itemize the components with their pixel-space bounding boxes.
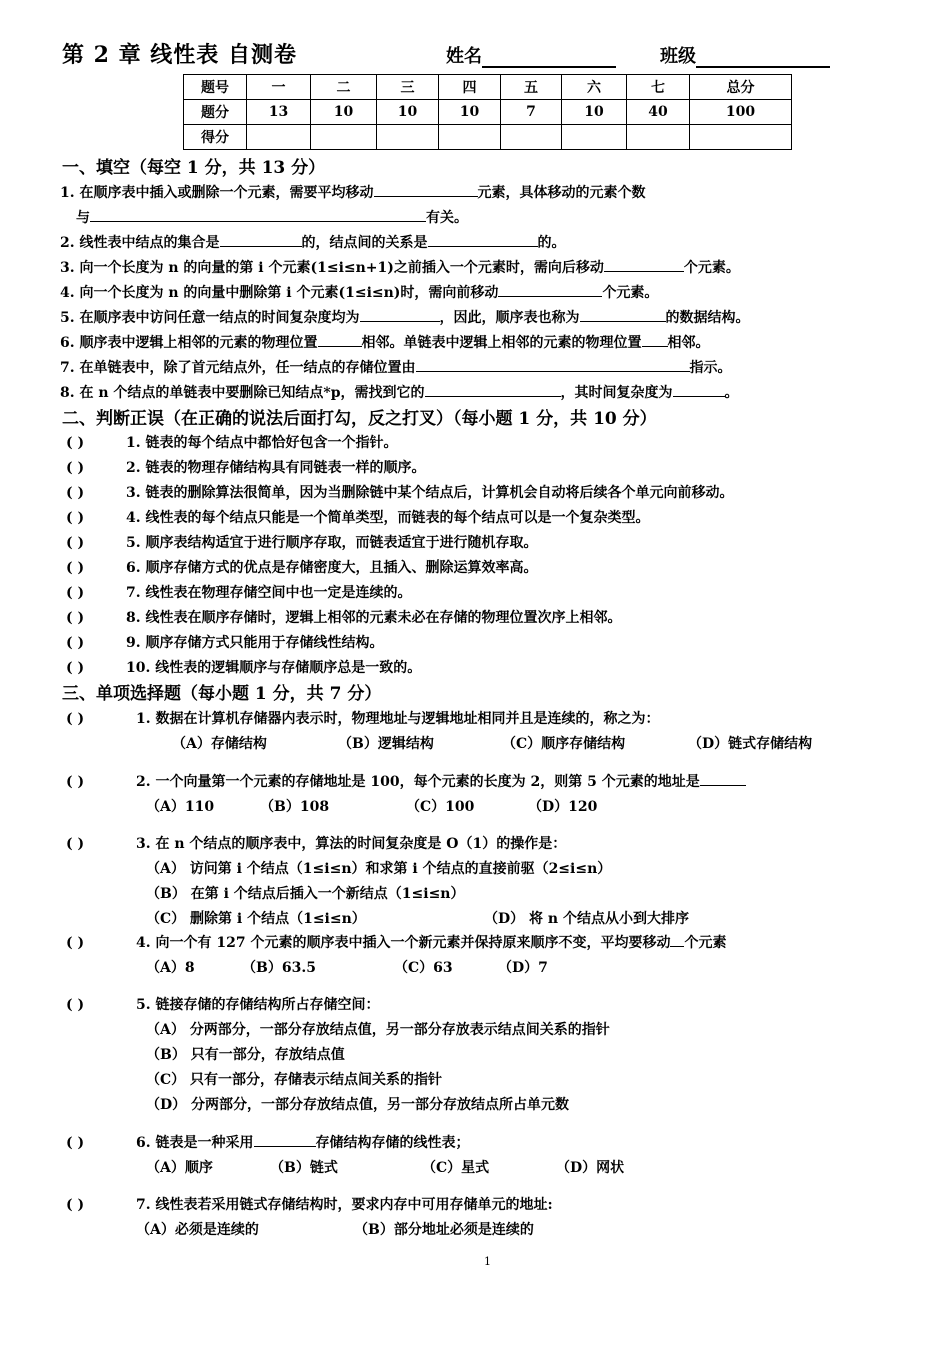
blank[interactable] [90,207,426,222]
score-table-score-row [184,125,792,150]
blank[interactable] [374,182,478,197]
answer-paren[interactable]: ( ) [66,836,85,852]
cell: 题分 [184,100,247,125]
section-1-heading: 一、填空（每空 1 分，共 13 分） [62,158,326,178]
judge-item: ( ) 1. 链表的每个结点中都恰好包含一个指针。 [66,435,398,451]
score-cell[interactable] [377,125,439,150]
option[interactable]: （C） 只有一部分，存储表示结点间关系的指针 [146,1072,443,1088]
option[interactable]: （A） 分两部分，一部分存放结点值，另一部分存放表示结点间关系的指针 [146,1022,610,1038]
blank[interactable] [580,307,666,322]
choice-q3: ( ) 3. 在 n 个结点的顺序表中，算法的时间复杂度是 O（1）的操作是： [66,836,567,852]
fill-q1-cont: 与 有关。 [76,207,468,227]
choice-q7: ( ) 7. 线性表若采用链式存储结构时，要求内存中可用存储单元的地址: [66,1197,553,1213]
name-field[interactable] [482,48,616,68]
section-3-heading: 三、单项选择题（每小题 1 分，共 7 分） [62,684,382,704]
option[interactable]: （B）链式 [270,1160,338,1176]
judge-item: ( ) 9. 顺序存储方式只能用于存储线性结构。 [66,635,384,651]
score-cell[interactable] [501,125,562,150]
answer-paren[interactable]: ( ) [66,660,85,676]
choice-q2: ( ) 2. 一个向量第一个元素的存储地址是 100，每个元素的长度为 2，则第 5 个元素的地址是 [66,771,746,791]
option[interactable]: （B）108 [260,799,330,815]
fill-q3: 3. 向一个长度为 n 的向量的第 i 个元素(1≤i≤n+1)之前插入一个元素时，需向后移动 个元素。 [60,257,740,277]
score-cell[interactable] [690,125,792,150]
judge-item: ( ) 10. 线性表的逻辑顺序与存储顺序总是一致的。 [66,660,422,676]
option[interactable]: （A）110 [146,799,215,815]
option[interactable]: （D）120 [528,799,598,815]
option[interactable]: （C）星式 [422,1160,490,1176]
cell: 六 [562,75,627,100]
class-label-row [660,42,830,68]
answer-paren[interactable]: ( ) [66,485,85,501]
cell: 10 [377,100,439,125]
cell: 40 [627,100,690,125]
class-field[interactable] [696,48,830,68]
option[interactable]: （D）链式存储结构 [688,736,813,752]
blank[interactable] [360,307,440,322]
cell: 二 [311,75,377,100]
choice-q4: ( ) 4. 向一个有 127 个元素的顺序表中插入一个新元素并保持原来顺序不变，平均要移动 个元素 [66,932,726,952]
option[interactable]: （D）网状 [556,1160,625,1176]
answer-paren[interactable]: ( ) [66,535,85,551]
option[interactable]: （B）逻辑结构 [338,736,434,752]
cell: 13 [247,100,311,125]
answer-paren[interactable]: ( ) [66,935,85,951]
answer-paren[interactable]: ( ) [66,435,85,451]
class-label: 班级 [660,46,696,67]
option[interactable]: （D） 分两部分，一部分存放结点值，另一部分存放结点所占单元数 [146,1097,570,1113]
score-cell[interactable] [247,125,311,150]
blank[interactable] [498,282,602,297]
cell: 三 [377,75,439,100]
name-label-row [446,42,616,68]
page-number: 1 [484,1255,491,1268]
fill-q5: 5. 在顺序表中访问任意一结点的时间复杂度均为 ，因此，顺序表也称为 的数据结构。 [60,307,750,327]
blank[interactable] [254,1132,316,1147]
answer-paren[interactable]: ( ) [66,610,85,626]
cell: 10 [311,100,377,125]
cell: 题号 [184,75,247,100]
cell: 10 [439,100,501,125]
cell: 四 [439,75,501,100]
blank[interactable] [642,332,668,347]
option[interactable]: （A）必须是连续的 [136,1222,259,1238]
fill-q1: 1. 在顺序表中插入或删除一个元素，需要平均移动 元素，具体移动的元素个数 [60,182,646,202]
score-cell[interactable] [627,125,690,150]
score-table [183,74,792,150]
judge-item: ( ) 4. 线性表的每个结点只能是一个简单类型，而链表的每个结点可以是一个复杂类型。 [66,510,650,526]
blank[interactable] [670,932,684,947]
answer-paren[interactable]: ( ) [66,711,85,727]
cell: 七 [627,75,690,100]
choice-q6: ( ) 6. 链表是一种采用 存储结构存储的线性表； [66,1132,470,1152]
score-table-header-row [184,75,792,100]
answer-paren[interactable]: ( ) [66,635,85,651]
blank[interactable] [425,382,561,397]
choice-q1: ( ) 1. 数据在计算机存储器内表示时，物理地址与逻辑地址相同并且是连续的，称之为： [66,711,660,727]
fill-q7: 7. 在单链表中，除了首元结点外，任一结点的存储位置由 指示。 [60,357,732,377]
score-table-points-row [184,100,792,125]
fill-q8: 8. 在 n 个结点的单链表中要删除已知结点*p，需找到它的 ，其时间复杂度为 。 [60,382,739,402]
answer-paren[interactable]: ( ) [66,1135,85,1151]
score-cell[interactable] [562,125,627,150]
fill-q4: 4. 向一个长度为 n 的向量中删除第 i 个元素(1≤i≤n)时，需向前移动 个元素。 [60,282,658,302]
judge-item: ( ) 5. 顺序表结构适宜于进行顺序存取，而链表适宜于进行随机存取。 [66,535,538,551]
option[interactable]: （C）100 [406,799,475,815]
option[interactable]: （D） 将 n 个结点从小到大排序 [484,911,689,927]
answer-paren[interactable]: ( ) [66,1197,85,1213]
option[interactable]: （A）顺序 [146,1160,213,1176]
option[interactable]: （B）部分地址必须是连续的 [354,1222,534,1238]
answer-paren[interactable]: ( ) [66,510,85,526]
blank[interactable] [673,382,725,397]
option[interactable]: （A）8 [146,960,195,976]
option[interactable]: （C）63 [394,960,453,976]
blank[interactable] [700,771,746,786]
cell: 7 [501,100,562,125]
judge-item: ( ) 3. 链表的删除算法很简单，因为当删除链中某个结点后，计算机会自动将后续各个单元向前移动。 [66,485,734,501]
blank[interactable] [428,232,538,247]
option[interactable]: （B） 只有一部分，存放结点值 [146,1047,345,1063]
cell: 得分 [184,125,247,150]
cell: 总分 [690,75,792,100]
blank[interactable] [604,257,684,272]
section-2-heading: 二、判断正误（在正确的说法后面打勾，反之打叉）（每小题 1 分，共 10 分） [62,409,657,429]
option[interactable]: （B） 在第 i 个结点后插入一个新结点（1≤i≤n） [146,886,465,902]
cell: 10 [562,100,627,125]
answer-paren[interactable]: ( ) [66,560,85,576]
option[interactable]: （B）63.5 [242,960,316,976]
blank[interactable] [318,332,362,347]
answer-paren[interactable]: ( ) [66,997,85,1013]
answer-paren[interactable]: ( ) [66,585,85,601]
score-cell[interactable] [439,125,501,150]
blank[interactable] [220,232,302,247]
option[interactable]: （A） 访问第 i 个结点（1≤i≤n）和求第 i 个结点的直接前驱（2≤i≤n） [146,861,612,877]
cell: 一 [247,75,311,100]
answer-paren[interactable]: ( ) [66,774,85,790]
choice-q5: ( ) 5. 链接存储的存储结构所占存储空间： [66,997,380,1013]
option[interactable]: （D）7 [498,960,548,976]
cell: 五 [501,75,562,100]
option[interactable]: （A）存储结构 [172,736,267,752]
cell: 100 [690,100,792,125]
option[interactable]: （C）顺序存储结构 [502,736,626,752]
option[interactable]: （C） 删除第 i 个结点（1≤i≤n） [146,911,366,927]
fill-q6: 6. 顺序表中逻辑上相邻的元素的物理位置 相邻。单链表中逻辑上相邻的元素的物理位置 相邻。 [60,332,710,352]
judge-item: ( ) 7. 线性表在物理存储空间中也一定是连续的。 [66,585,412,601]
judge-item: ( ) 2. 链表的物理存储结构具有同链表一样的顺序。 [66,460,426,476]
judge-item: ( ) 8. 线性表在顺序存储时，逻辑上相邻的元素未必在存储的物理位置次序上相邻。 [66,610,622,626]
fill-q2: 2. 线性表中结点的集合是 的，结点间的关系是 的。 [60,232,566,252]
page-title: 第 2 章 线性表 自测卷 [62,42,297,68]
answer-paren[interactable]: ( ) [66,460,85,476]
score-cell[interactable] [311,125,377,150]
judge-item: ( ) 6. 顺序存储方式的优点是存储密度大，且插入、删除运算效率高。 [66,560,538,576]
name-label: 姓名 [446,46,482,67]
blank[interactable] [416,357,690,372]
